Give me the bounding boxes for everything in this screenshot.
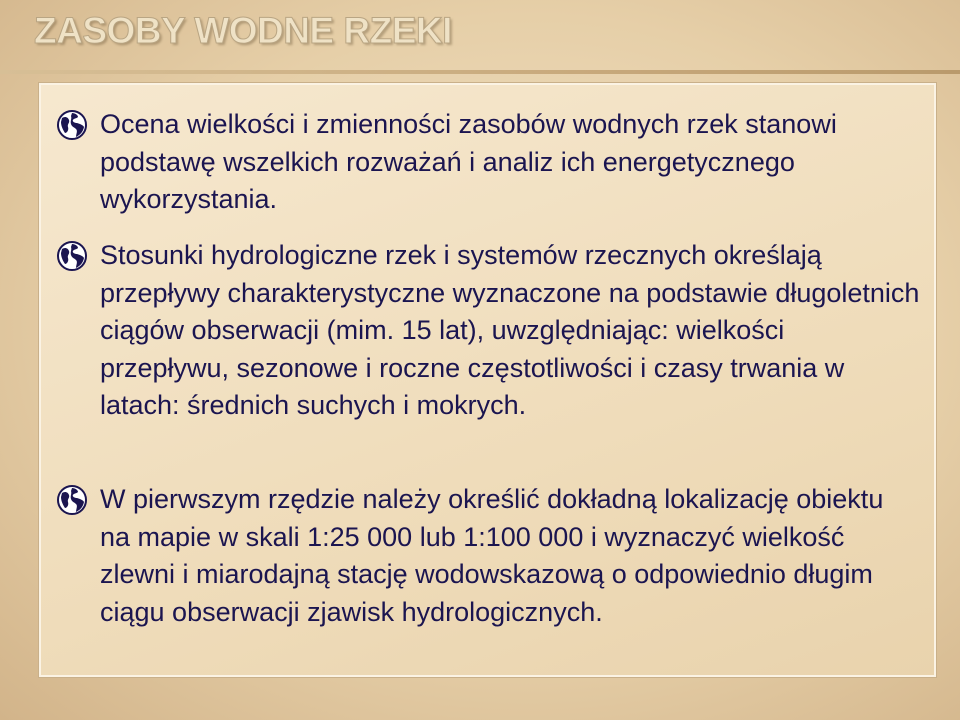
- title-divider: [0, 70, 960, 74]
- bullet-item-1: [56, 106, 920, 219]
- bullet-item-3: [56, 481, 920, 631]
- globe-icon: [56, 109, 88, 141]
- slide-title: ZASOBY WODNE RZEKI: [34, 10, 452, 51]
- globe-icon: [56, 484, 88, 516]
- bullet-text-3: W pierwszym rzędzie należy określić dokładną lokalizację obiektu na mapie w skali 1:25 000 lub 1:100 000 i wyznaczyć wielkość zlewni i miarodajną stację wodowskazową o odpowiednio długim ciągu obserwacji zjawisk hydrologicznych.: [100, 484, 884, 627]
- bullet-text-1: Ocena wielkości i zmienności zasobów wodnych rzek stanowi podstawę wszelkich rozważań i analiz ich energetycznego wykorzystania.: [100, 109, 837, 214]
- globe-icon: [56, 240, 88, 272]
- bullet-item-2: [56, 237, 920, 425]
- bullet-text-2: Stosunki hydrologiczne rzek i systemów rzecznych określają przepływy charakterystyczne wyznaczone na podstawie długoletnich ciągów obserwacji (mim. 15 lat), uwzględniając: wielkości przepływu, sezonowe i roczne częstotliwości i czasy trwania w latach: średnich suchych i mokrych.: [100, 240, 920, 420]
